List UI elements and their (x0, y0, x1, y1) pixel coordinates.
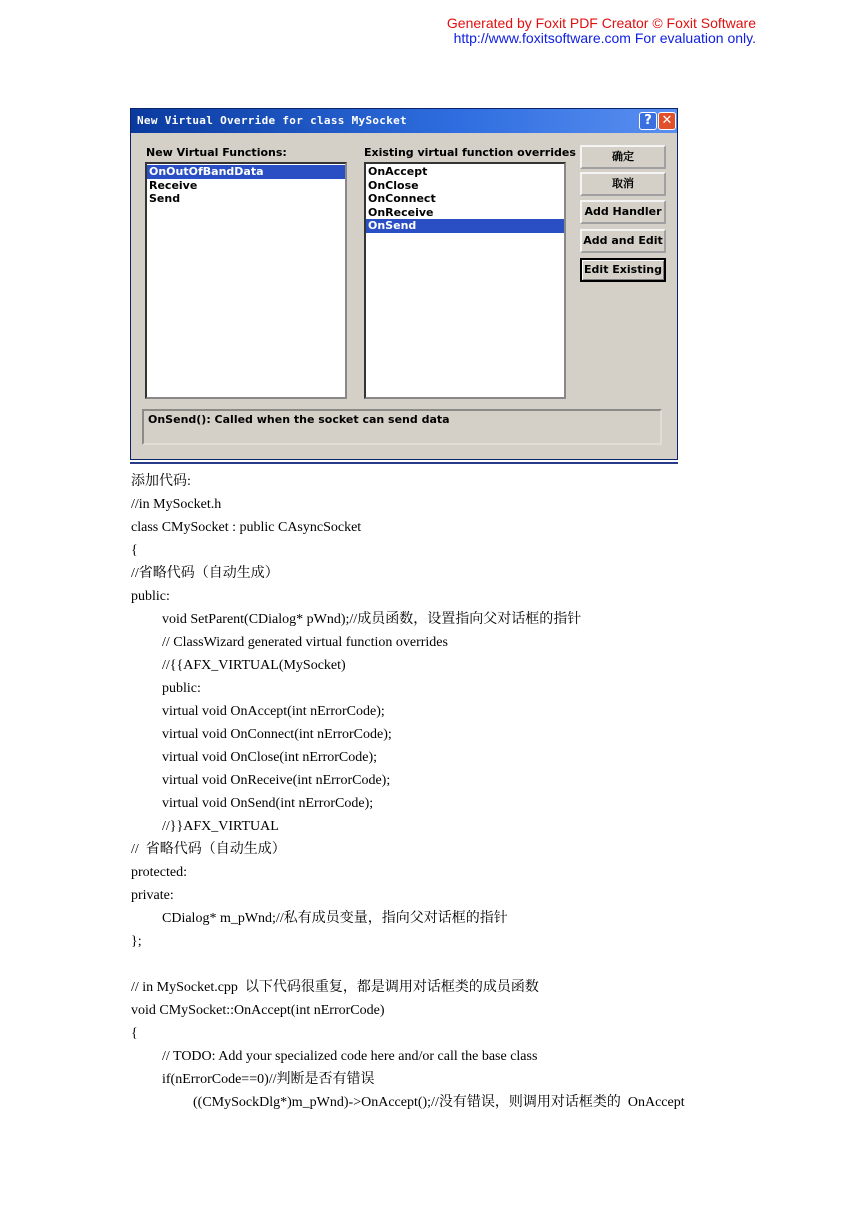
code-line: //省略代码（自动生成） (131, 565, 279, 581)
code-line: class CMySocket : public CAsyncSocket (131, 520, 362, 535)
existing-overrides-list[interactable] (364, 162, 566, 399)
add-handler-button[interactable]: Add Handler (580, 200, 666, 224)
code-line: void SetParent(CDialog* pWnd);//成员函数，设置指向父对话框的指针 (162, 611, 582, 627)
screenshot-bottom-rule (130, 462, 678, 464)
new-functions-label: New Virtual Functions: (146, 146, 287, 159)
code-line: if(nErrorCode==0)//判断是否有错误 (162, 1071, 375, 1087)
existing-override-item[interactable]: OnConnect (368, 192, 436, 205)
code-line: protected: (131, 865, 187, 880)
code-line: }; (131, 934, 142, 949)
code-line: { (131, 1026, 138, 1041)
code-line: virtual void OnConnect(int nErrorCode); (162, 727, 392, 742)
code-line: // TODO: Add your specialized code here and/or call the base class (162, 1049, 538, 1064)
new-function-item[interactable]: Send (149, 192, 181, 205)
dialog-title: New Virtual Override for class MySocket (137, 114, 407, 127)
code-line: private: (131, 888, 174, 903)
code-line: // in MySocket.cpp 以下代码很重复，都是调用对话框类的成员函数 (131, 979, 539, 995)
code-line: // 省略代码（自动生成） (131, 841, 286, 857)
code-line: //{{AFX_VIRTUAL(MySocket) (162, 658, 346, 673)
code-line: CDialog* m_pWnd;//私有成员变量，指向父对话框的指针 (162, 910, 508, 926)
new-function-item[interactable]: Receive (149, 178, 198, 192)
cancel-button[interactable]: 取消 (580, 172, 666, 196)
code-line: virtual void OnReceive(int nErrorCode); (162, 773, 391, 788)
edit-existing-button[interactable]: Edit Existing (580, 258, 666, 282)
existing-override-item[interactable]: OnAccept (368, 165, 428, 178)
existing-override-item[interactable]: OnReceive (368, 205, 434, 219)
code-line: ((CMySockDlg*)m_pWnd)->OnAccept();//没有错误，则调用对话框类的 OnAccept (193, 1094, 685, 1110)
code-line: //}}AFX_VIRTUAL (162, 819, 279, 834)
add-and-edit-button[interactable]: Add and Edit (580, 229, 666, 253)
code-line: public: (162, 681, 201, 696)
code-line: virtual void OnAccept(int nErrorCode); (162, 704, 385, 719)
code-line: //in MySocket.h (131, 497, 222, 512)
new-function-item[interactable]: OnOutOfBandData (147, 165, 345, 179)
code-line: { (131, 543, 138, 558)
dialog-titlebar (131, 109, 677, 133)
ok-button[interactable]: 确定 (580, 145, 666, 169)
function-description: OnSend(): Called when the socket can send data (142, 409, 662, 445)
existing-override-item[interactable]: OnClose (368, 178, 419, 192)
code-line: 添加代码: (131, 473, 191, 489)
existing-override-item[interactable]: OnSend (366, 219, 564, 233)
watermark-line-2: http://www.foxitsoftware.com For evaluation only. (453, 30, 756, 46)
virtual-override-dialog-screenshot (130, 108, 678, 460)
code-line: // ClassWizard generated virtual function overrides (162, 635, 448, 650)
code-line: public: (131, 589, 170, 604)
code-line: virtual void OnSend(int nErrorCode); (162, 796, 374, 811)
existing-overrides-label: Existing virtual function overrides (364, 146, 576, 159)
new-functions-list[interactable] (145, 162, 347, 399)
code-line: virtual void OnClose(int nErrorCode); (162, 750, 378, 765)
watermark-line-1: Generated by Foxit PDF Creator © Foxit Software (446, 15, 756, 31)
code-line: void CMySocket::OnAccept(int nErrorCode) (131, 1003, 385, 1018)
foxit-watermark (447, 16, 756, 46)
help-icon[interactable]: ? (639, 112, 657, 130)
close-icon[interactable]: ✕ (658, 112, 676, 130)
